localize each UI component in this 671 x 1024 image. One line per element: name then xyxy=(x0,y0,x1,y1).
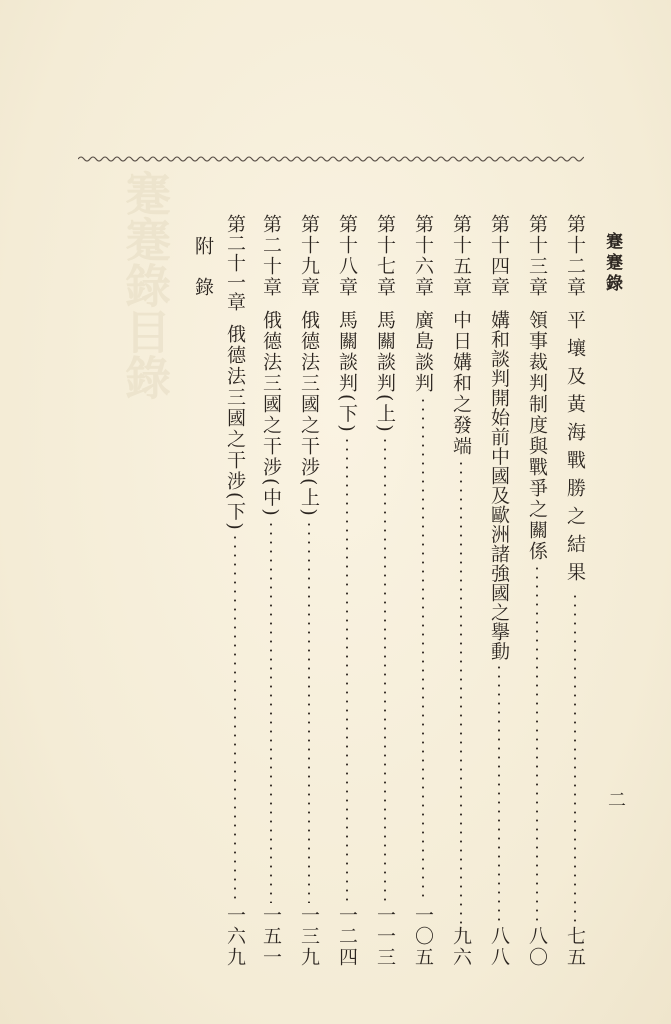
page-ref: 一三九 xyxy=(298,905,320,968)
chapter-title: 媾和談判開始前中國及歐洲諸強國之擧動 xyxy=(488,310,510,661)
dot-leader xyxy=(234,533,236,903)
dot-leader xyxy=(270,520,272,903)
page-ref: 八〇 xyxy=(526,926,548,968)
toc-entry-ch15[interactable] xyxy=(449,214,473,968)
chapter-title: 俄德法三國之干涉(上) xyxy=(298,310,320,518)
chapter-title: 馬關談判(上) xyxy=(374,310,396,434)
dot-leader xyxy=(498,663,500,924)
page-number: 二 xyxy=(605,790,626,808)
page-ref: 一六九 xyxy=(224,905,246,968)
chapter-title: 領事裁判制度與戰爭之關係 xyxy=(526,310,548,562)
dot-leader xyxy=(422,396,424,903)
chapter-label: 第十四章 xyxy=(488,214,510,298)
chapter-label: 第十二章 xyxy=(564,214,586,298)
toc-entry-ch20[interactable] xyxy=(259,214,283,968)
chapter-label: 第十六章 xyxy=(412,214,434,298)
dot-leader xyxy=(574,592,576,924)
dot-leader xyxy=(536,564,538,924)
running-header-title: 蹇蹇錄 xyxy=(602,232,622,295)
chapter-title: 馬關談判(下) xyxy=(336,310,358,434)
chapter-label: 第十九章 xyxy=(298,214,320,298)
toc-entry-ch16[interactable] xyxy=(411,214,435,968)
chapter-title: 廣島談判 xyxy=(412,310,434,394)
dot-leader xyxy=(384,436,386,903)
chapter-title: 中日媾和之發端 xyxy=(450,310,472,457)
chapter-label: 第十七章 xyxy=(374,214,396,298)
page-ref: 八八 xyxy=(488,926,510,968)
chapter-title: 俄德法三國之干涉(下) xyxy=(224,323,246,532)
dot-leader xyxy=(308,520,310,903)
chapter-label: 第二十一章 xyxy=(224,214,246,312)
page-ref: 一〇五 xyxy=(412,905,434,968)
chapter-label: 第十八章 xyxy=(336,214,358,298)
toc-entry-ch14[interactable] xyxy=(487,214,511,968)
chapter-title: 平壤及黃海戰勝之結果 xyxy=(564,310,586,590)
chapter-label: 第十三章 xyxy=(526,214,548,298)
toc-entry-ch19[interactable] xyxy=(297,214,321,968)
toc-entry-ch17[interactable] xyxy=(373,214,397,968)
toc-entry-ch13[interactable] xyxy=(525,214,549,968)
toc-entry-ch21[interactable] xyxy=(223,214,247,968)
page-ref: 七五 xyxy=(564,926,586,968)
toc-entry-ch18[interactable] xyxy=(335,214,359,968)
page-ref: 一二四 xyxy=(336,905,358,968)
chapter-title: 俄德法三國之干涉(中) xyxy=(260,310,282,518)
dot-leader xyxy=(460,459,462,924)
toc-entry-ch12[interactable] xyxy=(563,214,587,968)
page-ref: 一五一 xyxy=(260,905,282,968)
page-ref: 九六 xyxy=(450,926,472,968)
toc-entry-appendix[interactable]: 附錄 xyxy=(192,236,214,318)
bleed-through-ghost-text: 蹇蹇錄目錄 xyxy=(118,170,172,400)
chapter-label: 第十五章 xyxy=(450,214,472,298)
chapter-label: 第二十章 xyxy=(260,214,282,298)
dot-leader xyxy=(346,436,348,903)
top-wavy-rule xyxy=(78,152,584,166)
page-ref: 一一三 xyxy=(374,905,396,968)
